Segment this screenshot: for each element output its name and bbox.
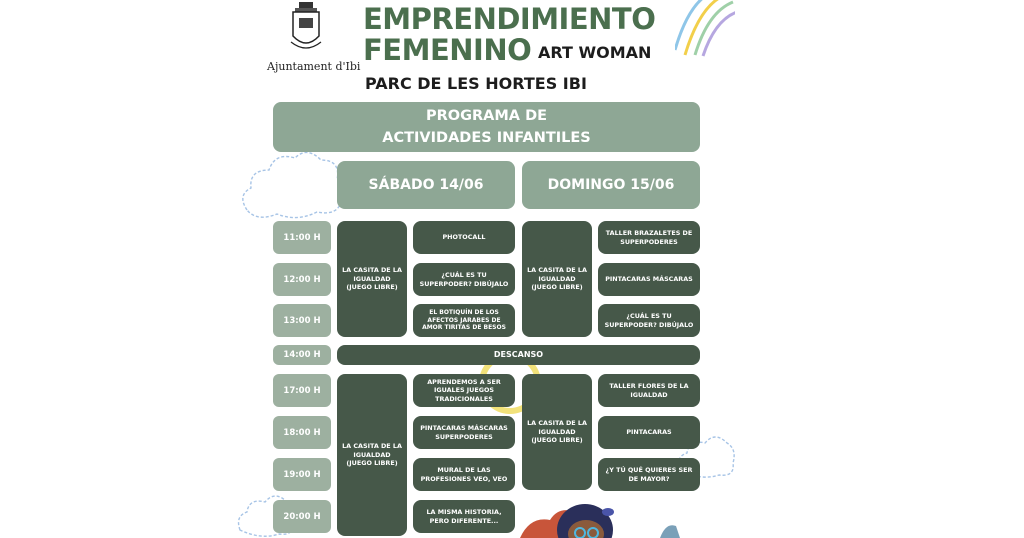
time-slot: 19:00 H	[273, 458, 331, 491]
activity: LA MISMA HISTORIA, PERO DIFERENTE...	[413, 500, 515, 533]
activity: ¿Y TÚ QUÉ QUIERES SER DE MAYOR?	[598, 458, 700, 491]
activity: ¿CUÁL ES TU SUPERPODER? DIBÚJALO	[598, 304, 700, 337]
program-title-line2: ACTIVIDADES INFANTILES	[382, 130, 591, 146]
event-title-line1: EMPRENDIMIENTO	[363, 2, 656, 36]
activity: MURAL DE LAS PROFESIONES VEO, VEO	[413, 458, 515, 491]
activity: PINTACARAS MÁSCARAS	[598, 263, 700, 296]
time-slot: 17:00 H	[273, 374, 331, 407]
coat-of-arms-icon	[289, 2, 323, 54]
time-slot: 12:00 H	[273, 263, 331, 296]
cloud-icon	[237, 140, 352, 230]
saturday-afternoon-block: LA CASITA DE LA IGUALDAD (JUEGO LIBRE)	[337, 374, 407, 536]
break-row: DESCANSO	[337, 345, 700, 365]
day-header-saturday: SÁBADO 14/06	[337, 161, 515, 209]
program-title	[273, 102, 700, 152]
event-title-line2: FEMENINO	[363, 33, 532, 67]
activity: EL BOTIQUÍN DE LOS AFECTOS JARABES DE AMOR TIRITAS DE BESOS	[413, 304, 515, 337]
rainbow-icon	[675, 0, 735, 60]
saturday-morning-block: LA CASITA DE LA IGUALDAD (JUEGO LIBRE)	[337, 221, 407, 337]
time-slot: 14:00 H	[273, 345, 331, 365]
poster	[235, 0, 735, 538]
child-illustration-icon	[520, 494, 700, 538]
sunday-afternoon-block: LA CASITA DE LA IGUALDAD (JUEGO LIBRE)	[522, 374, 592, 490]
activity: TALLER BRAZALETES DE SUPERPODERES	[598, 221, 700, 254]
activity: PHOTOCALL	[413, 221, 515, 254]
sunday-morning-block: LA CASITA DE LA IGUALDAD (JUEGO LIBRE)	[522, 221, 592, 337]
activity: ¿CUÁL ES TU SUPERPODER? DIBÚJALO	[413, 263, 515, 296]
activity: PINTACARAS MÁSCARAS SUPERPODERES	[413, 416, 515, 449]
time-slot: 11:00 H	[273, 221, 331, 254]
time-slot: 18:00 H	[273, 416, 331, 449]
event-subtitle: ART WOMAN	[538, 43, 652, 62]
activity: TALLER FLORES DE LA IGUALDAD	[598, 374, 700, 407]
time-slot: 20:00 H	[273, 500, 331, 533]
program-title-line1: PROGRAMA DE	[425, 108, 548, 124]
activity: APRENDEMOS A SER IGUALES JUEGOS TRADICIONALES	[413, 374, 515, 407]
time-slot: 13:00 H	[273, 304, 331, 337]
activity: PINTACARAS	[598, 416, 700, 449]
municipality-name: Ajuntament d'Ibi	[267, 60, 361, 73]
day-header-sunday: DOMINGO 15/06	[522, 161, 700, 209]
event-venue: PARC DE LES HORTES IBI	[365, 74, 587, 93]
